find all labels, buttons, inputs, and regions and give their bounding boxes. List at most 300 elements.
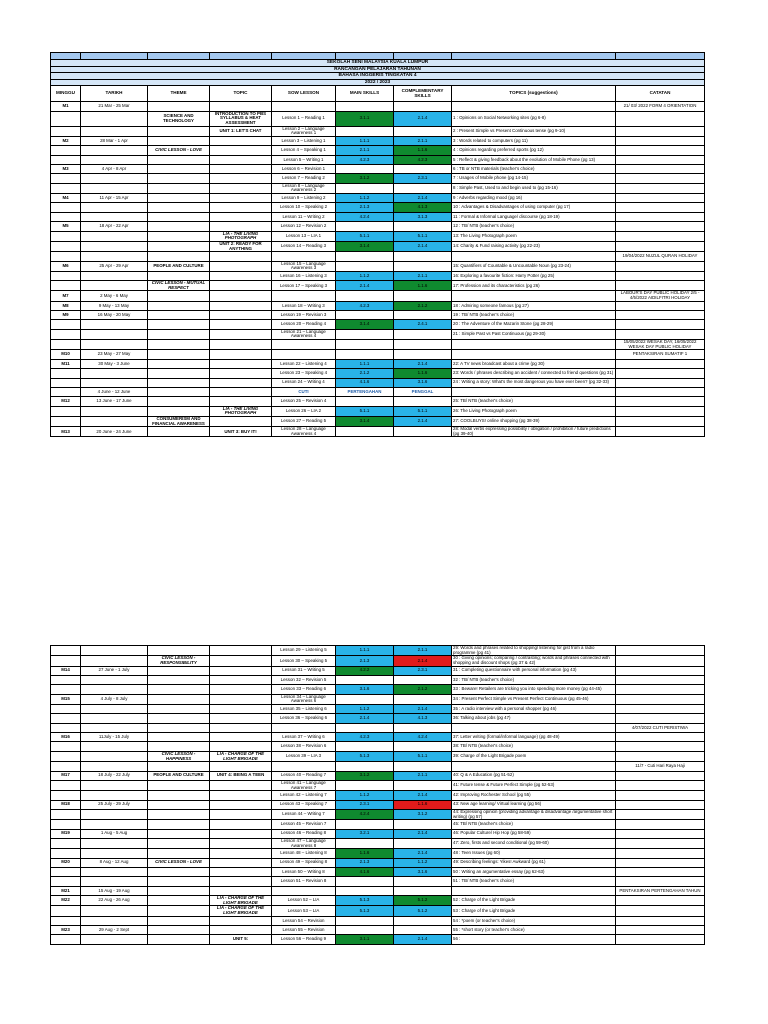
- column-header: TARIKH: [81, 86, 148, 102]
- theme-cell: [148, 877, 210, 886]
- tarikh-cell: [81, 906, 148, 916]
- tarikh-cell: [81, 751, 148, 761]
- sow-cell: Lesson 14 – Reading 3: [272, 241, 336, 251]
- minggu-cell: [51, 780, 81, 790]
- theme-cell: [148, 194, 210, 203]
- sow-cell: Lesson 19 – Revision 3: [272, 311, 336, 320]
- main-cell: 3.1.1: [336, 111, 394, 126]
- plan-row: [51, 261, 705, 271]
- main-cell: [336, 886, 394, 895]
- main-cell: [336, 165, 394, 174]
- tarikh-cell: [81, 111, 148, 126]
- minggu-cell: [51, 935, 81, 944]
- plan-row: [51, 809, 705, 819]
- theme-cell: [148, 791, 210, 800]
- topic-cell: UNIT 1: LET'S CHAT: [210, 126, 272, 136]
- plan-row: [51, 714, 705, 723]
- theme-cell: CONSUMERISM AND FINANCIAL AWARENESS: [148, 416, 210, 426]
- topic-cell: INTRODUCTION TO PBS SYLLABUS & HEAT ASSESSMENT: [210, 111, 272, 126]
- topics-cell: 46: Popular Culture/ Hip Hop (pg 58-59): [452, 829, 616, 838]
- minggu-cell: M5: [51, 222, 81, 231]
- comp-cell: [394, 780, 452, 790]
- catatan-cell: [616, 320, 705, 329]
- comp-cell: 4.2.4: [394, 733, 452, 742]
- sow-cell: Lesson 43 – Speaking 7: [272, 800, 336, 809]
- plan-row: [51, 241, 705, 251]
- catatan-cell: [616, 387, 705, 396]
- tarikh-cell: [81, 791, 148, 800]
- minggu-cell: [51, 685, 81, 694]
- main-cell: 2.1.3: [336, 656, 394, 666]
- main-cell: PERTENGAHAN: [336, 387, 394, 396]
- sow-cell: Lesson 16 – Listening 3: [272, 271, 336, 280]
- sow-cell: Lesson 23 – Speaking 4: [272, 369, 336, 378]
- catatan-cell: [616, 281, 705, 291]
- topics-cell: 19 : TB/ NTB (teacher's choice): [452, 311, 616, 320]
- comp-cell: 5.1.1: [394, 751, 452, 761]
- topic-cell: UNIT 2: READY FOR ANYTHING: [210, 241, 272, 251]
- topic-cell: [210, 877, 272, 886]
- catatan-cell: [616, 329, 705, 339]
- sow-cell: Lesson 15 – Language Awareness 3: [272, 261, 336, 271]
- theme-cell: [148, 809, 210, 819]
- topic-cell: [210, 858, 272, 867]
- minggu-cell: [51, 369, 81, 378]
- minggu-cell: [51, 387, 81, 396]
- sow-cell: Lesson 22 – Listening 4: [272, 359, 336, 368]
- main-cell: [336, 820, 394, 829]
- comp-cell: 3.1.6: [394, 868, 452, 877]
- sow-cell: [272, 723, 336, 732]
- topic-cell: [210, 397, 272, 406]
- sow-cell: Lesson 10 – Speaking 2: [272, 203, 336, 212]
- catatan-cell: PENTAKSIRAN SUMATIF 1: [616, 350, 705, 359]
- plan-row: [51, 291, 705, 301]
- comp-cell: 2.1.1: [394, 271, 452, 280]
- main-cell: 5.1.3: [336, 751, 394, 761]
- main-cell: [336, 261, 394, 271]
- catatan-cell: [616, 174, 705, 183]
- minggu-cell: [51, 916, 81, 925]
- tarikh-cell: [81, 646, 148, 656]
- comp-cell: [394, 886, 452, 895]
- header-bar-cell: [616, 53, 705, 60]
- main-cell: 4.1.6: [336, 868, 394, 877]
- sow-cell: Lesson 44 – Writing 7: [272, 809, 336, 819]
- theme-cell: [148, 301, 210, 310]
- topic-cell: [210, 646, 272, 656]
- comp-cell: [394, 820, 452, 829]
- topic-cell: [210, 183, 272, 193]
- catatan-cell: [616, 935, 705, 944]
- catatan-cell: [616, 165, 705, 174]
- comp-cell: [394, 877, 452, 886]
- plan-row: [51, 406, 705, 416]
- catatan-cell: [616, 183, 705, 193]
- comp-cell: 3.1.3: [394, 212, 452, 221]
- main-cell: 2.3.1: [336, 800, 394, 809]
- topics-cell: 52 : Charge of the Light Brigade: [452, 896, 616, 906]
- tarikh-cell: [81, 281, 148, 291]
- header-bar-cell: [51, 53, 81, 60]
- column-header: MINGGU: [51, 86, 81, 102]
- tarikh-cell: 9 May - 13 May: [81, 301, 148, 310]
- main-cell: 5.1.3: [336, 896, 394, 906]
- topic-cell: [210, 271, 272, 280]
- tarikh-cell: [81, 212, 148, 221]
- topic-cell: [210, 675, 272, 684]
- minggu-cell: M8: [51, 301, 81, 310]
- main-cell: 3.1.6: [336, 685, 394, 694]
- sow-cell: Lesson 20 – Reading 4: [272, 320, 336, 329]
- column-header-row: [51, 86, 705, 102]
- column-header: TOPIC: [210, 86, 272, 102]
- tarikh-cell: [81, 416, 148, 426]
- tarikh-cell: [81, 340, 148, 350]
- main-cell: 2.1.1: [336, 146, 394, 155]
- column-header: CATATAN: [616, 86, 705, 102]
- tarikh-cell: 4 July - 8 July: [81, 694, 148, 704]
- topics-cell: 40: Q & A Education (pg 51-52): [452, 771, 616, 780]
- catatan-cell: [616, 791, 705, 800]
- comp-cell: [394, 252, 452, 261]
- theme-cell: [148, 183, 210, 193]
- tarikh-cell: [81, 916, 148, 925]
- sow-cell: Lesson 52 – LIA: [272, 896, 336, 906]
- plan-row: [51, 350, 705, 359]
- sow-cell: Lesson 42 – Listening 7: [272, 791, 336, 800]
- plan-row: [51, 146, 705, 155]
- topics-cell: 10 : Advantages & Disadvantages of using computer (pg 17): [452, 203, 616, 212]
- topic-cell: [210, 656, 272, 666]
- sow-cell: Lesson 28 – Language Awareness 4: [272, 427, 336, 437]
- minggu-cell: [51, 416, 81, 426]
- comp-cell: [394, 675, 452, 684]
- plan-row: [51, 165, 705, 174]
- main-cell: 3.1.4: [336, 241, 394, 251]
- column-header: THEME: [148, 86, 210, 102]
- topic-cell: [210, 780, 272, 790]
- topics-cell: 34 : Present Perfect Simple vs Present Perfect Continuous (pg 45-46): [452, 694, 616, 704]
- sow-cell: Lesson 53 – LIA: [272, 906, 336, 916]
- main-cell: 1.1.2: [336, 791, 394, 800]
- header-bar-cell: [336, 53, 394, 60]
- sow-cell: [272, 102, 336, 111]
- topics-cell: 30 : Giving opinions; comparing / contrasting; words and phrases connected with shopping and discount shops (pg 37 & 42): [452, 656, 616, 666]
- sow-cell: Lesson 11 – Writing 2: [272, 212, 336, 221]
- catatan-cell: [616, 301, 705, 310]
- topics-cell: 42: Improving Rochester School (pg 55): [452, 791, 616, 800]
- plan-row: [51, 723, 705, 732]
- main-cell: 4.2.3: [336, 733, 394, 742]
- theme-cell: [148, 350, 210, 359]
- tarikh-cell: [81, 685, 148, 694]
- title-row: [51, 79, 705, 86]
- topic-cell: [210, 369, 272, 378]
- topics-cell: 37: Letter writing (formal/informal language) (pg 48-49): [452, 733, 616, 742]
- theme-cell: [148, 311, 210, 320]
- theme-cell: CIVIC LESSON - HAPPINESS: [148, 751, 210, 761]
- comp-cell: 2.1.1: [394, 136, 452, 145]
- minggu-cell: M15: [51, 694, 81, 704]
- topics-cell: 29: Words and phrases related to shopping/ listening for gist from a radio programme (pg 41): [452, 646, 616, 656]
- plan-row: [51, 387, 705, 396]
- theme-cell: [148, 906, 210, 916]
- comp-cell: 5.1.1: [394, 231, 452, 241]
- main-cell: 2.1.4: [336, 714, 394, 723]
- plan-row: [51, 427, 705, 437]
- plan-row: [51, 896, 705, 906]
- main-cell: 4.1.6: [336, 378, 394, 387]
- sow-cell: Lesson 29 – Listening 5: [272, 646, 336, 656]
- tarikh-cell: [81, 320, 148, 329]
- catatan-cell: [616, 646, 705, 656]
- minggu-cell: M1: [51, 102, 81, 111]
- plan-row: [51, 397, 705, 406]
- minggu-cell: [51, 762, 81, 771]
- sow-cell: Lesson 55 – Revision: [272, 926, 336, 935]
- topics-cell: [452, 102, 616, 111]
- plan-row: [51, 733, 705, 742]
- minggu-cell: [51, 704, 81, 713]
- topic-cell: [210, 387, 272, 396]
- comp-cell: 2.3.1: [394, 174, 452, 183]
- theme-cell: [148, 800, 210, 809]
- main-cell: [336, 926, 394, 935]
- minggu-cell: [51, 146, 81, 155]
- topics-cell: 32 : TB/ NTB (teacher's choice): [452, 675, 616, 684]
- minggu-cell: M4: [51, 194, 81, 203]
- theme-cell: [148, 666, 210, 675]
- topics-cell: 38: TB/ NTB (teacher's choice): [452, 742, 616, 751]
- topics-cell: 43: New age learning/ Virtual learning (pg 56): [452, 800, 616, 809]
- catatan-cell: [616, 896, 705, 906]
- sow-cell: Lesson 3 – Listening 1: [272, 136, 336, 145]
- header-bar-cell: [210, 53, 272, 60]
- plan-row: [51, 762, 705, 771]
- topic-cell: [210, 916, 272, 925]
- comp-cell: [394, 926, 452, 935]
- main-cell: [336, 183, 394, 193]
- theme-cell: [148, 359, 210, 368]
- main-cell: 1.1.1: [336, 646, 394, 656]
- tarikh-cell: [81, 126, 148, 136]
- tarikh-cell: 4 June - 12 June: [81, 387, 148, 396]
- plan-row: [51, 231, 705, 241]
- topics-cell: 51 : TB/ NTB (teacher's choice): [452, 877, 616, 886]
- plan-row: [51, 102, 705, 111]
- sow-cell: Lesson 8 – Language Awareness 2: [272, 183, 336, 193]
- topic-cell: [210, 838, 272, 848]
- tarikh-cell: [81, 762, 148, 771]
- minggu-cell: [51, 656, 81, 666]
- topics-cell: 36: Talking about jobs (pg 47): [452, 714, 616, 723]
- plan-row: [51, 320, 705, 329]
- topic-cell: [210, 416, 272, 426]
- plan-row: [51, 666, 705, 675]
- minggu-cell: M9: [51, 311, 81, 320]
- comp-cell: 5.1.1: [394, 406, 452, 416]
- comp-cell: 2.1.1: [394, 646, 452, 656]
- topic-cell: [210, 261, 272, 271]
- main-cell: [336, 311, 394, 320]
- plan-row: [51, 252, 705, 261]
- plan-row: [51, 926, 705, 935]
- comp-cell: PENGGAL: [394, 387, 452, 396]
- topic-cell: UNIT 4: BEING A TEEN: [210, 771, 272, 780]
- main-cell: [336, 126, 394, 136]
- theme-cell: [148, 203, 210, 212]
- tarikh-cell: 11 Apr - 15 Apr: [81, 194, 148, 203]
- sow-cell: Lesson 34 – Language Awareness 6: [272, 694, 336, 704]
- topics-cell: 4 : Opinions regarding preferred sports (pg 12): [452, 146, 616, 155]
- topic-cell: [210, 666, 272, 675]
- plan-row: [51, 656, 705, 666]
- tarikh-cell: 20 June - 24 June: [81, 427, 148, 437]
- theme-cell: [148, 694, 210, 704]
- plan-table-page-2: [50, 645, 705, 945]
- topics-cell: 54 : *poem (or teacher's choice): [452, 916, 616, 925]
- plan-row: [51, 858, 705, 867]
- comp-cell: [394, 916, 452, 925]
- main-cell: [336, 742, 394, 751]
- catatan-cell: [616, 271, 705, 280]
- tarikh-cell: 11July - 15 July: [81, 733, 148, 742]
- catatan-cell: [616, 877, 705, 886]
- topics-cell: 44: Expressing opinion (providing advantage & disadvantage /argumentative short writing) (pg 57): [452, 809, 616, 819]
- tarikh-cell: 30 May - 3 June: [81, 359, 148, 368]
- minggu-cell: [51, 111, 81, 126]
- comp-cell: [394, 427, 452, 437]
- theme-cell: [148, 406, 210, 416]
- minggu-cell: M19: [51, 829, 81, 838]
- topic-cell: [210, 155, 272, 164]
- theme-cell: [148, 733, 210, 742]
- theme-cell: [148, 714, 210, 723]
- theme-cell: [148, 212, 210, 221]
- comp-cell: 2.1.4: [394, 704, 452, 713]
- sow-cell: Lesson 54 – Revision: [272, 916, 336, 925]
- sow-cell: Lesson 49 – Speaking 8: [272, 858, 336, 867]
- comp-cell: 2.3.1: [394, 666, 452, 675]
- title-line: RANCANGAN PELAJARAN TAHUNAN: [51, 66, 705, 73]
- topic-cell: [210, 714, 272, 723]
- main-cell: 1.1.1: [336, 136, 394, 145]
- catatan-cell: [616, 868, 705, 877]
- minggu-cell: [51, 183, 81, 193]
- sow-cell: [272, 350, 336, 359]
- main-cell: 4.2.3: [336, 155, 394, 164]
- comp-cell: 1.1.2: [394, 858, 452, 867]
- topic-cell: [210, 694, 272, 704]
- topic-cell: [210, 320, 272, 329]
- minggu-cell: M7: [51, 291, 81, 301]
- catatan-cell: [616, 809, 705, 819]
- tarikh-cell: [81, 742, 148, 751]
- minggu-cell: M21: [51, 886, 81, 895]
- sow-cell: Lesson 25 – Revision 4: [272, 397, 336, 406]
- comp-cell: [394, 723, 452, 732]
- plan-row: [51, 751, 705, 761]
- catatan-cell: 4/07/2022 CUTI PERISTIWA: [616, 723, 705, 732]
- topics-cell: 5 : Reflect & giving feedback about the evolution of Mobile Phone (pg 13): [452, 155, 616, 164]
- topics-cell: 16: Exploring a favourite fiction: Harry Potter (pg 25): [452, 271, 616, 280]
- theme-cell: [148, 102, 210, 111]
- sow-cell: Lesson 26 – LIA 2: [272, 406, 336, 416]
- plan-row: [51, 877, 705, 886]
- minggu-cell: [51, 714, 81, 723]
- main-cell: [336, 916, 394, 925]
- minggu-cell: M2: [51, 136, 81, 145]
- plan-row: [51, 111, 705, 126]
- theme-cell: [148, 742, 210, 751]
- sow-cell: Lesson 56 – Reading 9: [272, 935, 336, 944]
- plan-row: [51, 155, 705, 164]
- minggu-cell: M3: [51, 165, 81, 174]
- main-cell: 1.1.1: [336, 359, 394, 368]
- theme-cell: [148, 646, 210, 656]
- theme-cell: [148, 136, 210, 145]
- theme-cell: [148, 241, 210, 251]
- title-row: [51, 66, 705, 73]
- catatan-cell: [616, 194, 705, 203]
- theme-cell: [148, 126, 210, 136]
- minggu-cell: [51, 849, 81, 858]
- sow-cell: Lesson 6 – Revision 1: [272, 165, 336, 174]
- topic-cell: [210, 102, 272, 111]
- minggu-cell: [51, 406, 81, 416]
- plan-row: [51, 849, 705, 858]
- comp-cell: [394, 397, 452, 406]
- main-cell: [336, 694, 394, 704]
- topic-cell: [210, 820, 272, 829]
- topic-cell: [210, 829, 272, 838]
- tarikh-cell: 21 Mar - 25 Mar: [81, 102, 148, 111]
- comp-cell: [394, 340, 452, 350]
- topics-cell: 21 : Simple Past vs Past Continuous (pg 29-30): [452, 329, 616, 339]
- sow-cell: Lesson 40 – Reading 7: [272, 771, 336, 780]
- plan-row: [51, 906, 705, 916]
- topics-cell: 7 : Usages of Mobile phone (pg 14-15): [452, 174, 616, 183]
- comp-cell: [394, 311, 452, 320]
- theme-cell: [148, 222, 210, 231]
- plan-row: [51, 820, 705, 829]
- tarikh-cell: 29 Aug - 2 Sept: [81, 926, 148, 935]
- main-cell: 1.1.2: [336, 271, 394, 280]
- topic-cell: [210, 849, 272, 858]
- minggu-cell: M20: [51, 858, 81, 867]
- comp-cell: 5.1.2: [394, 896, 452, 906]
- header-bar-row: [51, 53, 705, 60]
- topic-cell: [210, 809, 272, 819]
- topic-cell: [210, 791, 272, 800]
- sow-cell: Lesson 41 – Language Awareness 7: [272, 780, 336, 790]
- tarikh-cell: 28 Mar - 1 Apr: [81, 136, 148, 145]
- sow-cell: [272, 340, 336, 350]
- catatan-cell: 21/ 03/ 2022 FORM 4 ORIENTATION: [616, 102, 705, 111]
- plan-row: [51, 935, 705, 944]
- topics-cell: 28: Modal verbs expressing possibility / obligation / prohibition / future predictions (pg 39-40): [452, 427, 616, 437]
- plan-row: [51, 771, 705, 780]
- sow-cell: Lesson 18 – Writing 3: [272, 301, 336, 310]
- theme-cell: CIVIC LESSON - RESPONSIBILITY: [148, 656, 210, 666]
- comp-cell: [394, 838, 452, 848]
- tarikh-cell: 16 May - 20 May: [81, 311, 148, 320]
- theme-cell: [148, 369, 210, 378]
- catatan-cell: 19/04/2022 NUZUL QURAN HOLIDAY: [616, 252, 705, 261]
- minggu-cell: [51, 203, 81, 212]
- main-cell: 2.1.2: [336, 369, 394, 378]
